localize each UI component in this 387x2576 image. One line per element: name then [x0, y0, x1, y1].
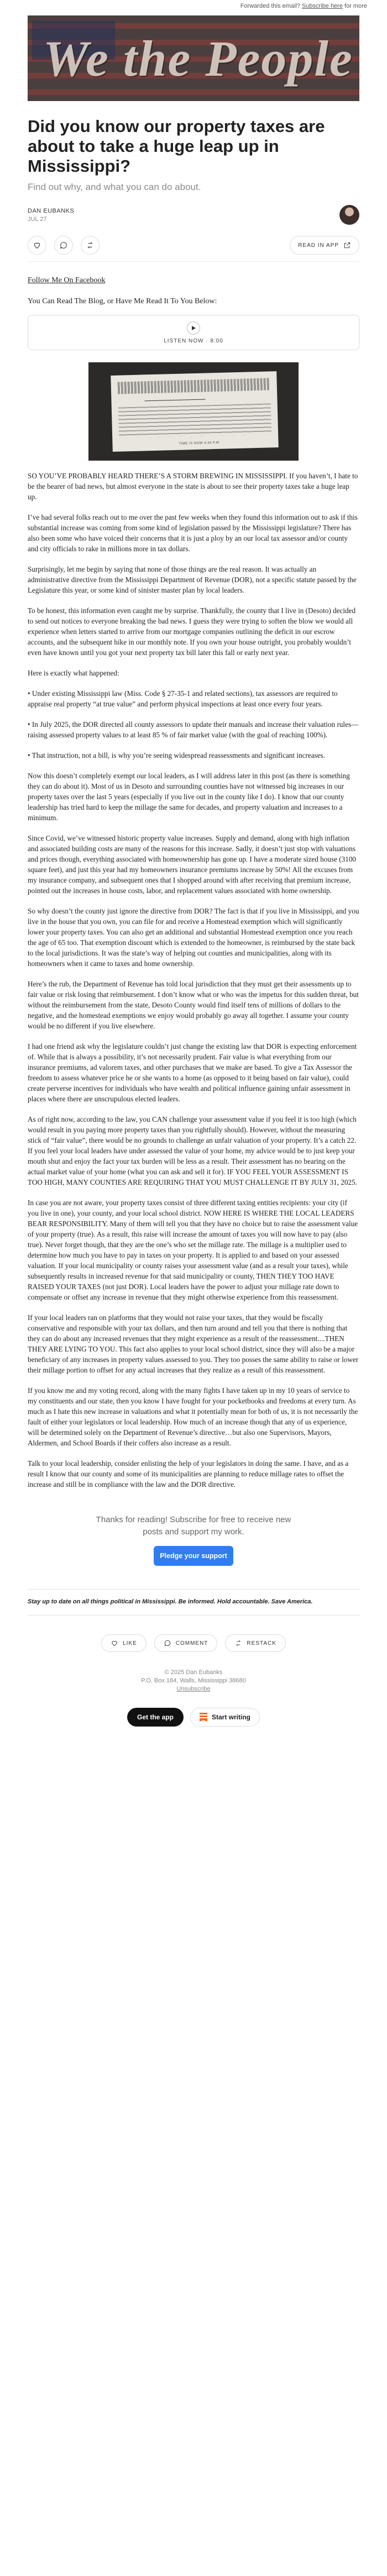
footer-like-label: LIKE — [123, 1640, 137, 1646]
post-paragraph: Now this doesn’t completely exempt our local leaders, as I will address later in this post (as there is something they can do about it). Most of us in Desoto and surrounding counties have not witnessed big increases in our property taxes over the last 5 years (especially if you live out in the county like I do). I know that our county leadership has tried hard to keep the millage the same for decades, and property valuation and increases to a minimum. — [28, 772, 350, 822]
subscribe-prompt-line1: Thanks for reading! Subscribe for free to receive new — [96, 1515, 291, 1524]
hero-image — [28, 15, 359, 101]
copyright: © 2025 Dan Eubanks — [164, 1669, 223, 1676]
post-paragraph: I’ve had several folks reach out to me over the past few weeks when they found this information out to ask if this substantial increase was coming from some kind of legislation passed by the Mississippi legislature? There has also been some who have voiced their concerns that it is just a ploy by an our local tax assessor and/or county and city officials to rake in millions more in tax dollars. — [28, 513, 358, 553]
audio-player[interactable] — [28, 315, 359, 350]
post-paragraph: Since Covid, we’ve witnessed historic property value increases. Supply and demand, along with high inflation and associated building costs are many of the reasons for this increase. Sadly, it doesn’t just stop with valuations and prices though, everything associated with homeownership has gone up. I have a moderate sized house (3100 square feet), and just this year had my homeowners insurance premiums increase by 50%! All the excuses from my insurance company, and subsequent ones that I shopped around with after receiving that premium increase, pointed out the increases in house costs, labor, and replacement values associated with home ownership. — [28, 834, 357, 895]
app-promo — [28, 1708, 359, 1727]
post-paragraph: • In July 2025, the DOR directed all county assessors to update their manuals and increase their valuation rules—raising assessed property values to at least 85 % of fair market value (with the goal of reaching 100%). — [28, 720, 359, 739]
post-paragraph: If you know me and my voting record, along with the many fights I have taken up in my 10 years of service to my constituents and our state, then you know I have fought for your pocketbooks and freedoms at every turn. As much as I hate this new increase in valuations and what it potentially mean for both of us, it is not necessarily the fault of either your legislators or local leadership. How much of an increase though that any of us experience, will be determined solely on the Department of Revenue’s directive…but also one Supervisors, Mayors, Aldermen, and School Boards if their coffers also increase as a result. — [28, 1386, 358, 1447]
pledge-support-button[interactable]: Pledge your support — [154, 1546, 233, 1566]
post-paragraph: So why doesn’t the county just ignore the directive from DOR? The fact is that if you live in Mississippi, and you live in the house that you own, you can file for and receive a Homestead exemption which will significantly lower your property taxes. You can also get an additional and substantial Homestead exemption once you reach the age of 65 too. That exemption discount which is extended to the homeowner, is reimbursed by the state back to the local jurisdictions. It was the state’s way of helping out counties and municipalities, along with its homeowners when it came to taxes and home ownership. — [28, 907, 359, 968]
forward-banner — [0, 0, 387, 12]
get-app-button[interactable]: Get the app — [127, 1708, 184, 1727]
forward-prefix: Forwarded this email? — [240, 3, 300, 9]
post-paragraph: Here is exactly what happened: — [28, 669, 119, 677]
subscribe-link[interactable]: Subscribe here — [301, 3, 343, 9]
avatar[interactable] — [339, 205, 359, 225]
forward-suffix: for more — [344, 3, 367, 9]
post-paragraph: • Under existing Mississippi law (Miss. Code § 27-35-1 and related sections), tax assessors are required to appraise real property “at true value” and perform physical inspections at least once every four years. — [28, 689, 338, 708]
post-paragraph: • That instruction, not a bill, is why you’re seeing widespread reassessments and significant increases. — [28, 751, 325, 759]
read-in-app-label: READ IN APP — [298, 242, 339, 249]
heart-icon — [33, 241, 41, 250]
footer-restack-label: RESTACK — [247, 1640, 276, 1646]
document-photo — [88, 362, 299, 461]
comment-icon — [164, 1639, 171, 1647]
hero-script-text: We the People — [43, 30, 353, 87]
footer-comment-label: COMMENT — [175, 1640, 208, 1646]
unsubscribe-link[interactable]: Unsubscribe — [176, 1686, 211, 1692]
post-paragraph: I had one friend ask why the legislature couldn’t just change the existing law that DOR is expecting enforcement of. While that is always a possibility, it’s not necessarily prudent. Fair value is what everything from our insurance premiums, ad valorem taxes, and other purchases that we make are based. To give a Tax Assessor the freedom to assess whatever price he or she wants to a home (as opposed to it being based on fair value), could create perverse incentives for individuals who have wealth and political influence gaining unfair assessment in places where there are unscrupulous elected leaders. — [28, 1042, 357, 1103]
mailing-address: P.O. Box 184, Walls, Mississippi 38680 — [141, 1677, 246, 1684]
footer-comment-button[interactable] — [154, 1634, 218, 1652]
post-body — [28, 471, 359, 1490]
footer-actions — [28, 1634, 359, 1652]
start-writing-label: Start writing — [212, 1713, 251, 1721]
comment-button[interactable] — [54, 236, 73, 255]
post-subtitle: Find out why, and what you can do about. — [28, 182, 201, 192]
post-title[interactable]: Did you know our property taxes are about to take a huge leap up in Mississippi? — [28, 117, 325, 176]
restack-button[interactable] — [81, 236, 100, 255]
subscribe-prompt-line2: posts and support my work. — [143, 1527, 244, 1537]
restack-icon — [86, 241, 95, 250]
post-paragraph: If your local leaders ran on platforms that they would not raise your taxes, that they would be fiscally conservative and responsible with your tax dollars, and then turn around and tell you that there is nothing that they can do about any increased revenues that they might experience as a result of the reassessment....THEN THEY ARE LYING TO YOU. This fact also applies to your local school district, since they will also be a major beneficiary of any increases in property values assessed to you. They too posses the same ability to raise or lower their millage portion to offset for any actual increases that they realize as a result of this reassessment. — [28, 1313, 359, 1374]
publisher-address — [28, 1669, 359, 1693]
post-paragraph: Surprisingly, let me begin by saying that none of those things are the real reason. It was actually an administrative directive from the Mississippi Department of Revenue (DOR), not a specific statute passed by the Legislature this year, or some kind of sinister master plan by local leaders. — [28, 565, 357, 594]
substack-logo-icon — [200, 1713, 207, 1722]
external-link-icon — [343, 241, 351, 249]
play-icon — [191, 325, 196, 331]
post-actions — [28, 236, 359, 262]
divider — [28, 1615, 359, 1616]
start-writing-button[interactable] — [190, 1708, 260, 1727]
post-paragraph: In case you are not aware, your property taxes consist of three different taxing entities recipients: your city (if you live in one), your county, and your local school district. NOW HERE IS WHERE THE LOCAL LEADERS BEAR RESPONSIBILITY. Many of them will tell you that they have no choice but to raise the assessment value of your property (true). As a result, this raise will increase the amount of taxes you will now have to pay (also true). Never forget though, that they are the one’s who set the millage rate. The millage is a multiplier used to determine how much you have to pay in taxes on your property. It is applied to and based on your assessed valuation. If your local municipality or county raises your assessment value (and as a result your taxes), while subsequently results in increased revenue for that said municipality or county, THEN THEY TOO HAVE RAISED YOUR TAXES (not just DOR). Local leaders have the power to adjust your millage rate down to compensate or offset any increase in revenue that they might otherwise experience from this reassessment. — [28, 1199, 358, 1301]
restack-icon — [234, 1639, 242, 1647]
post-paragraph: As of right now, according to the law, you CAN challenge your assessment value if you feel it is too high (which would result in you paying more property taxes than you rightfully should). However, without the measuring stick of “fair value”, there would be no grounds to challenge an unfair valuation of your property. It’s a catch 22. If you feel your local leaders have under assessed the value of your home, my advice would be to just keep your mouth shut and enjoy the fact your tax burden will be less as a result. Their assessment has no bearing on the actual market value of your home (what you can ask and sell it for). IF YOU FEEL YOUR ASSESSMENT IS TOO HIGH, MANY COUNTIES ARE REQUIRING THAT YOU MUST CHALLENGE IT BY JULY 31, 2025. — [28, 1115, 357, 1186]
document-footer: TIME IS NOW 4:44 P.M. — [179, 441, 221, 446]
read-intro: You Can Read The Blog, or Have Me Read It To You Below: — [28, 297, 217, 305]
comment-icon — [59, 241, 68, 250]
read-in-app-button[interactable] — [290, 236, 359, 255]
author-row — [28, 205, 359, 225]
post-paragraph: SO YOU’VE PROBABLY HEARD THERE’S A STORM BREWING IN MISSISSIPPI. If you haven’t, I hate to be the bearer of bad news, but almost everyone in the state is about to see their property taxes take a huge leap up. — [28, 472, 358, 501]
post-paragraph: Here’s the rub, the Department of Revenue has told local jurisdiction that they must get their assessments up to fair value or risk losing that reimbursement. I don’t know what or who was the impetus for this sudden threat, but without the reimbursement from the state, Desoto County would find itself tens of millions of dollars to the negative, and the homestead exemptions we enjoy would probably go away all together. I assume your county would be no different if you live elsewhere. — [28, 980, 359, 1030]
post-paragraph: Talk to your local leadership, consider enlisting the help of your legislators in doing the same. I have, and as a result I know that our county and some of its municipalities are planning to reduce millage rates to offset the increase and still be in compliance with the law and the DOR directive. — [28, 1459, 349, 1488]
post-date: JUL 27 — [28, 215, 47, 223]
listen-label: LISTEN NOW · 8:00 — [164, 337, 223, 344]
divider — [28, 1589, 359, 1590]
author-name[interactable]: DAN EUBANKS — [28, 207, 75, 214]
heart-icon — [111, 1639, 118, 1647]
footnote: Stay up to date on all things political in Mississippi. Be informed. Hold accountable. Save America. — [28, 1598, 313, 1605]
like-button[interactable] — [28, 236, 46, 255]
play-button[interactable] — [187, 321, 200, 335]
post-paragraph: To be honest, this information even caught me by surprise. Thankfully, the county that I live in (Desoto) decided to send out notices to everyone breaking the bad news. I guess they were trying to soften the blow we would all experience when letters started to arrive from our mortgage companies outlining the deficit in our escrow accounts, and the subsequent hike in our monthly note. If you own your house outright, you probably wouldn’t even have known until you got your next property tax bill later this fall or early next year. — [28, 606, 356, 657]
footer-restack-button[interactable] — [225, 1634, 286, 1652]
facebook-link[interactable]: Follow Me On Facebook — [28, 276, 106, 284]
footer-like-button[interactable] — [101, 1634, 147, 1652]
subscribe-prompt — [28, 1514, 359, 1538]
